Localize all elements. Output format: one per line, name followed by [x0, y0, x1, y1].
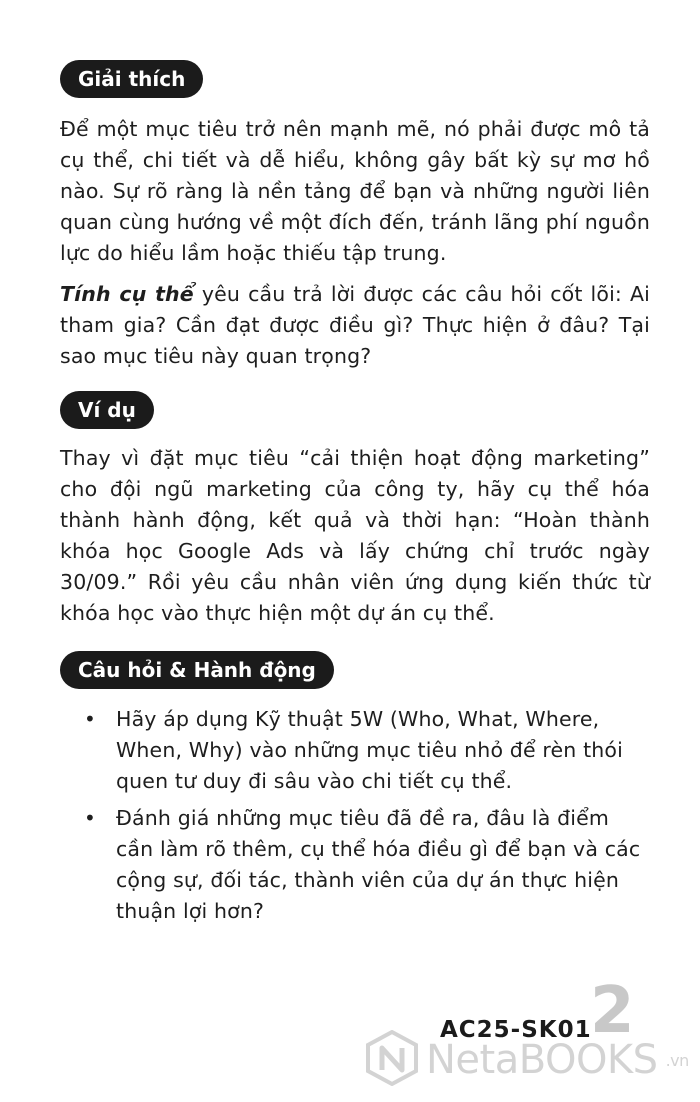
explanation-paragraph-2-rest: yêu cầu trả lời được các câu hỏi cốt lõi: Ai tham gia? Cần đạt được điều gì? Thực hiện ở đâu? Tại sao mục tiêu này quan trọng? — [60, 282, 650, 368]
list-item-text: Hãy áp dụng Kỹ thuật 5W (Who, What, Where, When, Why) vào những mục tiêu nhỏ để rèn thói quen tư duy đi sâu vào chi tiết cụ thể. — [116, 707, 623, 793]
section-heading-example: Ví dụ — [60, 391, 154, 429]
action-list — [60, 704, 650, 933]
list-item-text: Đánh giá những mục tiêu đã đề ra, đâu là điểm cần làm rõ thêm, cụ thể hóa điều gì để bạn và các cộng sự, đối tác, thành viên của dự án thực hiện thuận lợi hơn? — [116, 806, 641, 923]
watermark-suffix: .vn — [665, 1050, 689, 1070]
watermark-text: NetaBOOKS — [426, 1037, 658, 1083]
explanation-paragraph-1: Để một mục tiêu trở nên mạnh mẽ, nó phải được mô tả cụ thể, chi tiết và dễ hiểu, không gây bất kỳ sự mơ hồ nào. Sự rõ ràng là nền tảng để bạn và những người liên quan cùng hướng về một đích đến, tránh lãng phí nguồn lực do hiểu lầm hoặc thiếu tập trung. — [60, 117, 650, 265]
example-text — [60, 443, 650, 629]
watermark — [366, 1030, 689, 1090]
page-number: 2 — [590, 974, 635, 1048]
emphasis-term: Tính cụ thể — [60, 282, 194, 306]
explanation-paragraph-2 — [60, 279, 650, 372]
section-heading-explanation: Giải thích — [60, 60, 203, 98]
bullet-icon: • — [84, 806, 96, 830]
bullet-icon: • — [84, 707, 96, 731]
list-item — [60, 704, 650, 797]
neta-logo-icon — [366, 1030, 418, 1090]
section-heading-questions-actions: Câu hỏi & Hành động — [60, 651, 334, 689]
book-code: AC25-SK01 — [440, 1017, 592, 1043]
example-paragraph: Thay vì đặt mục tiêu “cải thiện hoạt động marketing” cho đội ngũ marketing của công ty, hãy cụ thể hóa thành hành động, kết quả và thời hạn: “Hoàn thành khóa học Google Ads và lấy chứng chỉ trước ngày 30/09.” Rồi yêu cầu nhân viên ứng dụng kiến thức từ khóa học vào thực hiện một dự án cụ thể. — [60, 446, 650, 625]
explanation-text — [60, 114, 650, 372]
list-item — [60, 803, 650, 927]
